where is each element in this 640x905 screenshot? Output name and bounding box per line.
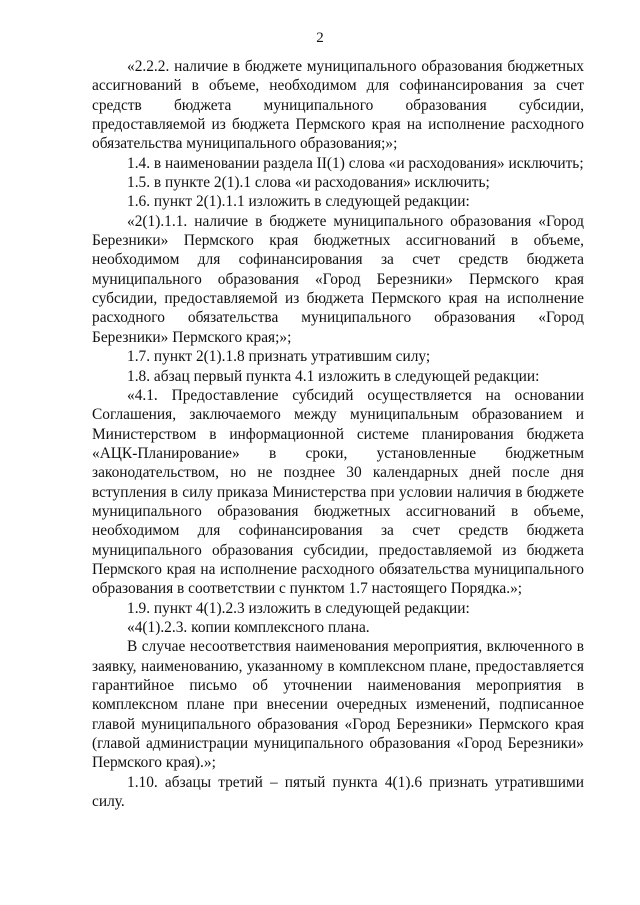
page-number: 2 [316, 30, 324, 46]
document-body [92, 57, 584, 811]
paragraph-1-10: 1.10. абзацы третий – пятый пункта 4(1).6 признать утратившими силу. [92, 773, 584, 811]
paragraph-1-6: 1.6. пункт 2(1).1.1 изложить в следующей редакции: [127, 193, 470, 211]
paragraph-1-7: 1.7. пункт 2(1).1.8 признать утратившим силу; [127, 348, 431, 366]
paragraph-4-1: «4.1. Предоставление субсидий осуществляется на основании Соглашения, заключаемого между муниципальным образованием и Министерством в информационной системе планирования бюджета «АЦК-Планирование» в сроки, установленные бюджетным законодательством, но не позднее 30 календарных дней после дня вступления в силу приказа Министерства при условии наличия в бюджете муниципального образования бюджетных ассигнований в объеме, необходимом для софинансирования за счет средств бюджета муниципального образования субсидии, предоставляемой из бюджета Пермского края на исполнение расходного обязательства муниципального образования в соответствии с пунктом 1.7 настоящего Порядка.»; [92, 386, 584, 598]
paragraph-4-1-2-3: «4(1).2.3. копии комплексного плана. [127, 618, 370, 636]
paragraph-1-8: 1.8. абзац первый пункта 4.1 изложить в следующей редакции: [127, 367, 540, 385]
paragraph-1-9: 1.9. пункт 4(1).2.3 изложить в следующей редакции: [127, 599, 470, 617]
paragraph-2-2-2: «2.2.2. наличие в бюджете муниципального образования бюджетных ассигнований в объеме, необходимом для софинансирования за счет средств бюджета муниципального образования субсидии, предоставляемой из бюджета Пермского края на исполнение расходного обязательства муниципального образования;»; [92, 58, 584, 153]
paragraph-mismatch-case: В случае несоответствия наименования мероприятия, включенного в заявку, наименованию, указанному в комплексном плане, предоставляется гарантийное письмо об уточнении наименования мероприятия в комплексном плане при внесении очередных изменений, подписанное главой муниципального образования «Город Березники» Пермского края (главой администрации муниципального образования «Город Березники» Пермского края).»; [92, 638, 584, 772]
paragraph-2-1-1-1: «2(1).1.1. наличие в бюджете муниципального образования «Город Березники» Пермского края бюджетных ассигнований в объеме, необходимом для софинансирования за счет средств бюджета муниципального образования «Город Березники» Пермского края субсидии, предоставляемой из бюджета Пермского края на исполнение расходного обязательства муниципального образования «Город Березники» Пермского края;»; [92, 212, 584, 346]
paragraph-1-5: 1.5. в пункте 2(1).1 слова «и расходования» исключить; [127, 174, 490, 192]
paragraph-1-4: 1.4. в наименовании раздела II(1) слова «и расходования» исключить; [127, 154, 584, 172]
